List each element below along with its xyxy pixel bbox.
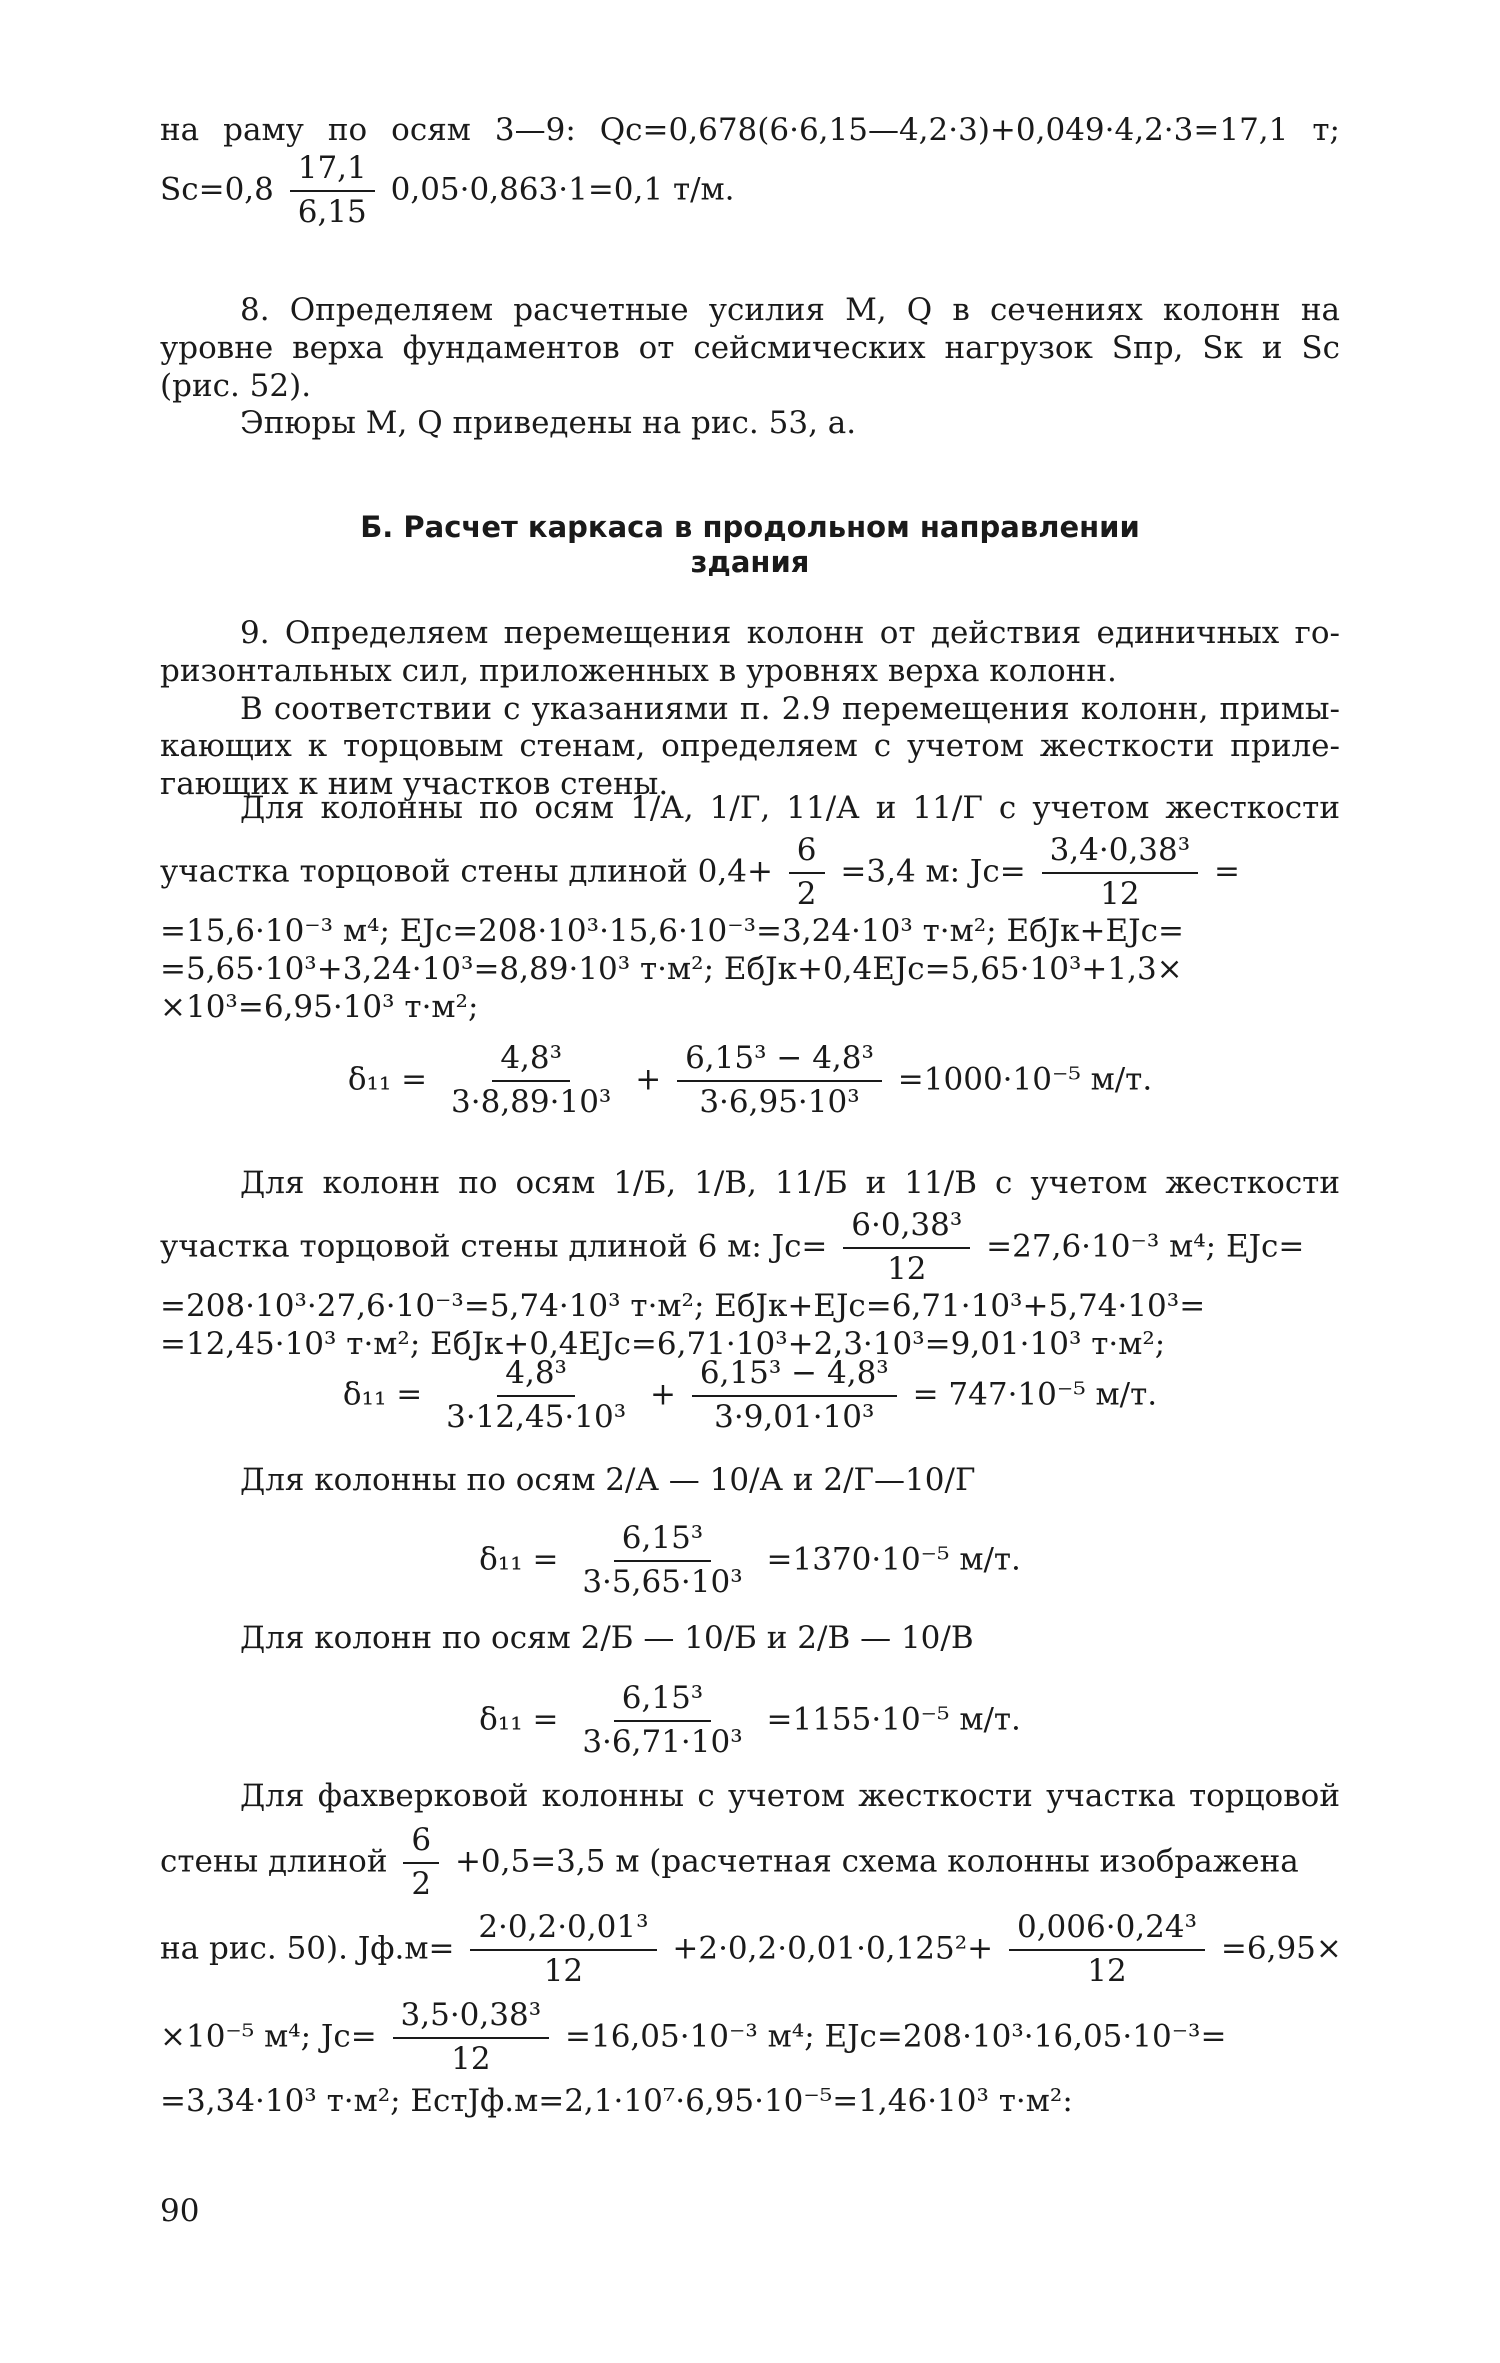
text-fragment: ×10⁻⁵ м⁴; Jс=	[160, 2018, 377, 2055]
fraction-denominator: 2	[796, 875, 817, 912]
text-line: 8. Определяем расчетные усилия M, Q в сечениях колонн на	[240, 292, 1340, 328]
text-line: =15,6·10⁻³ м⁴; EJс=208·10³·15,6·10⁻³=3,24·10³ т·м²; EбJк+EJс=	[160, 913, 1184, 950]
text-line: =3,34·10³ т·м²; EстJф.м=2,1·10⁷·6,95·10⁻⁵=1,46·10³ т·м²:	[160, 2082, 1073, 2119]
text-fragment: =	[1214, 853, 1241, 890]
text-line: 9. Определяем перемещения колонн от действия единичных го-	[240, 615, 1340, 651]
equation-delta-b	[160, 1355, 1340, 1437]
fraction-numerator: 6	[403, 1822, 439, 1864]
text-line-with-fraction	[160, 150, 1340, 232]
fraction	[403, 1822, 439, 1904]
fraction-numerator: 2·0,2·0,01³	[470, 1909, 656, 1951]
fraction-denominator: 3·8,89·10³	[451, 1083, 612, 1120]
plus-sign: +	[635, 1061, 662, 1098]
column-b-block	[160, 1165, 1340, 1364]
fraction	[574, 1680, 750, 1762]
column-d-block	[160, 1620, 1340, 1658]
text-line: Для колонны по осям 1/А, 1/Г, 11/А и 11/Г с учетом жесткости	[240, 790, 1340, 826]
text-line: кающих к торцовым стенам, определяем с учетом жесткости приле-	[160, 728, 1340, 765]
fraction	[692, 1355, 897, 1437]
text-line: гающих к ним участков стены.	[160, 766, 669, 803]
fraction	[470, 1909, 656, 1991]
text-line: Эпюры M, Q приведены на рис. 53, а.	[240, 405, 857, 442]
fraction-numerator: 6,15³	[614, 1520, 711, 1562]
text-fragment: участка торцовой стены длиной 0,4+	[160, 853, 773, 890]
fraction	[290, 150, 375, 232]
section-heading	[160, 510, 1340, 581]
fraction-denominator: 12	[887, 1250, 927, 1287]
text-line: Для фахверковой колонны с учетом жесткости участка торцовой	[240, 1778, 1340, 1814]
equation-lhs: δ₁₁ =	[479, 1701, 559, 1738]
column-a-block	[160, 790, 1340, 1027]
fraction-denominator: 3·5,65·10³	[582, 1563, 743, 1600]
top-block	[160, 112, 1340, 231]
fraction-denominator: 12	[543, 1953, 584, 1990]
fraction-numerator: 3,5·0,38³	[393, 1997, 550, 2039]
fraction-denominator: 12	[1100, 875, 1140, 912]
fraction-denominator: 3·12,45·10³	[446, 1398, 627, 1435]
text-line: на раму по осям 3—9: Qс=0,678(6·6,15—4,2·3)+0,049·4,2·3=17,1 т;	[160, 112, 1340, 148]
text-fragment: +0,5=3,5 м (расчетная схема колонны изображена	[454, 1843, 1299, 1880]
equation-delta-d	[160, 1680, 1340, 1762]
equation-lhs: δ₁₁ =	[479, 1541, 559, 1578]
text-line: =5,65·10³+3,24·10³=8,89·10³ т·м²; EбJк+0,4EJс=5,65·10³+1,3×	[160, 951, 1183, 988]
item-8	[160, 292, 1340, 443]
fraction-numerator: 3,4·0,38³	[1042, 832, 1199, 874]
fraction	[443, 1040, 619, 1122]
fraction-denominator: 12	[1087, 1953, 1127, 1990]
text-fragment: +2·0,2·0,01·0,125²+	[672, 1930, 994, 1967]
equation-rhs: =1370·10⁻⁵ м/т.	[766, 1541, 1021, 1578]
heading-line: Б. Расчет каркаса в продольном направлении	[360, 510, 1140, 544]
fraction	[843, 1207, 970, 1289]
text-line-with-fraction	[160, 832, 1340, 914]
fraction-numerator: 6,15³ − 4,8³	[692, 1355, 897, 1397]
text-fragment: на рис. 50). Jф.м=	[160, 1930, 455, 1967]
equation-lhs: δ₁₁ =	[342, 1376, 423, 1413]
text-line: ×10³=6,95·10³ т·м²;	[160, 989, 479, 1026]
equation-lhs: δ₁₁ =	[347, 1061, 428, 1098]
column-e-block	[160, 1778, 1340, 2121]
fraction-numerator: 0,006·0,24³	[1009, 1909, 1205, 1951]
text-line: Для колонн по осям 1/Б, 1/В, 11/Б и 11/В с учетом жесткости	[240, 1165, 1340, 1201]
equation-rhs: =1000·10⁻⁵ м/т.	[897, 1061, 1153, 1098]
text-fragment: 0,05·0,863·1=0,1 т/м.	[390, 171, 735, 208]
text-fragment: =16,05·10⁻³ м⁴; EJс=208·10³·16,05·10⁻³=	[565, 2018, 1227, 2055]
text-line: уровне верха фундаментов от сейсмических нагрузок Sпр, Sк и Sс	[160, 329, 1340, 366]
heading-line: здания	[690, 545, 810, 580]
text-fragment: =27,6·10⁻³ м⁴; EJс=	[986, 1228, 1305, 1265]
equation-delta-a	[160, 1040, 1340, 1122]
fraction-numerator: 6·0,38³	[843, 1207, 970, 1249]
text-line-with-fraction	[160, 1207, 1340, 1289]
text-line: В соответствии с указаниями п. 2.9 перемещения колонн, примы-	[240, 690, 1340, 727]
equation-rhs: =1155·10⁻⁵ м/т.	[766, 1701, 1021, 1738]
text-line: =12,45·10³ т·м²; EбJк+0,4EJс=6,71·10³+2,3·10³=9,01·10³ т·м²;	[160, 1326, 1166, 1363]
fraction-numerator: 6	[789, 832, 825, 874]
fraction	[393, 1997, 550, 2079]
text-line: Для колонн по осям 2/Б — 10/Б и 2/В — 10/В	[240, 1620, 974, 1656]
fraction	[1042, 832, 1199, 914]
text-line-with-fraction	[160, 1909, 1340, 1991]
fraction-denominator: 3·9,01·10³	[714, 1398, 875, 1435]
text-line: (рис. 52).	[160, 367, 312, 404]
fraction	[1009, 1909, 1205, 1991]
text-fragment: Sс=0,8	[160, 171, 274, 208]
page-number: 90	[160, 2193, 200, 2229]
equation-delta-c	[160, 1520, 1340, 1602]
text-fragment: участка торцовой стены длиной 6 м: Jс=	[160, 1228, 828, 1265]
fraction-denominator: 3·6,95·10³	[699, 1083, 860, 1120]
fraction-numerator: 6,15³	[614, 1680, 711, 1722]
fraction-denominator: 6,15	[297, 193, 367, 230]
column-c-block	[160, 1462, 1340, 1500]
text-line-with-fraction	[160, 1822, 1340, 1904]
fraction-numerator: 6,15³ − 4,8³	[677, 1040, 882, 1082]
fraction-numerator: 4,8³	[497, 1355, 575, 1397]
fraction	[438, 1355, 634, 1437]
fraction	[574, 1520, 750, 1602]
text-line-with-fraction	[160, 1997, 1340, 2079]
text-line: =208·10³·27,6·10⁻³=5,74·10³ т·м²; EбJк+EJс=6,71·10³+5,74·10³=	[160, 1288, 1206, 1325]
fraction-denominator: 3·6,71·10³	[582, 1723, 743, 1760]
fraction-numerator: 4,8³	[492, 1040, 570, 1082]
text-fragment: стены длиной	[160, 1843, 388, 1880]
text-line: ризонтальных сил, приложенных в уровнях верха колонн.	[160, 652, 1117, 689]
text-fragment: =6,95×	[1220, 1930, 1342, 1967]
item-9	[160, 615, 1340, 804]
equation-rhs: = 747·10⁻⁵ м/т.	[912, 1376, 1158, 1413]
fraction-numerator: 17,1	[290, 150, 375, 192]
plus-sign: +	[650, 1376, 676, 1413]
fraction-denominator: 2	[411, 1865, 432, 1902]
fraction	[789, 832, 825, 914]
text-fragment: =3,4 м: Jс=	[840, 853, 1026, 890]
fraction	[677, 1040, 882, 1122]
text-line: Для колонны по осям 2/А — 10/А и 2/Г—10/Г	[240, 1462, 976, 1498]
fraction-denominator: 12	[451, 2040, 491, 2077]
